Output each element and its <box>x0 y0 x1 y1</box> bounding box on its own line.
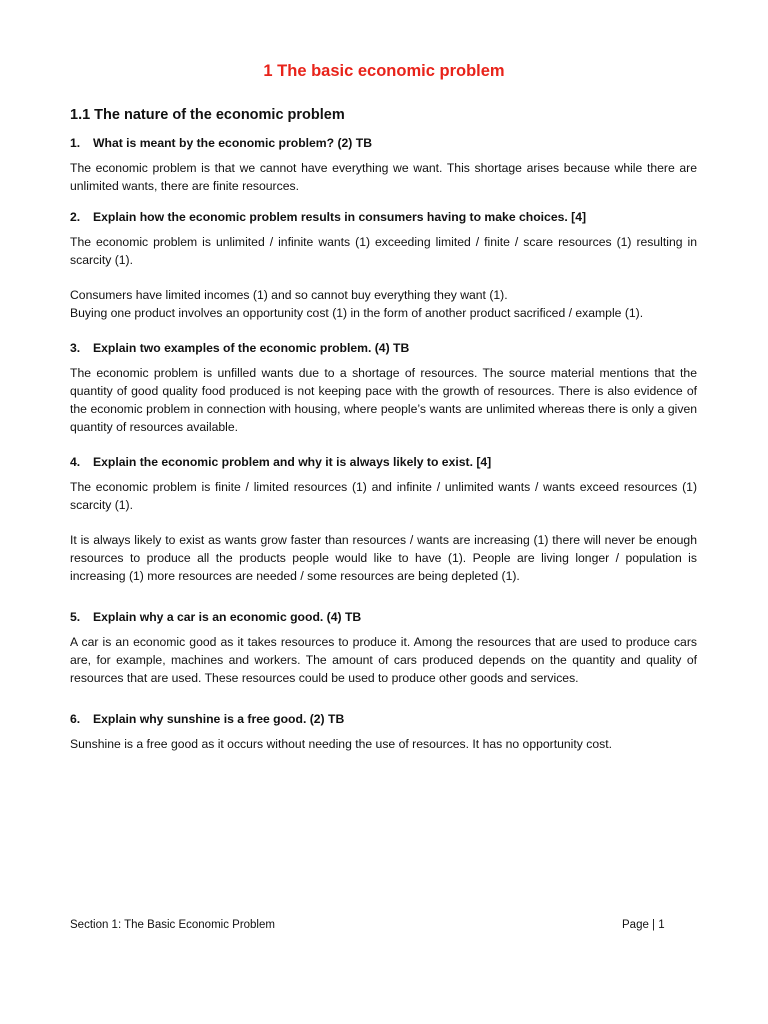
answer-paragraph: The economic problem is that we cannot have everything we want. This shortage arises because while there are unlimited wants, there are finite resources. <box>70 161 697 193</box>
question-text: Explain how the economic problem results in consumers having to make choices. [4] <box>93 210 587 224</box>
question-4 <box>70 454 697 471</box>
question-text: Explain why sunshine is a free good. (2) TB <box>93 712 345 726</box>
question-block-3 <box>70 340 697 436</box>
question-text: What is meant by the economic problem? (2) TB <box>93 136 372 150</box>
answer-paragraph: The economic problem is finite / limited resources (1) and infinite / unlimited wants / wants exceed resources (1) scarcity (1). <box>70 480 697 512</box>
section-heading: 1.1 The nature of the economic problem <box>70 107 345 123</box>
question-3 <box>70 340 697 357</box>
question-number: 5. <box>70 610 81 624</box>
qa-content <box>70 135 697 753</box>
question-number: 1. <box>70 136 81 150</box>
answer-paragraph: The economic problem is unlimited / infinite wants (1) exceeding limited / finite / scare resources (1) resulting in scarcity (1). <box>70 235 697 267</box>
question-number: 6. <box>70 712 81 726</box>
footer-section-label: Section 1: The Basic Economic Problem <box>70 919 275 931</box>
question-number: 3. <box>70 341 81 355</box>
answer-paragraph: It is always likely to exist as wants grow faster than resources / wants are increasing (1) there will never be enough resources to produce all the products people would like to have (1). People are living longer / population is increasing (1) more resources are needed / some resources are being depleted (1). <box>70 533 697 583</box>
answer-paragraph: Consumers have limited incomes (1) and so cannot buy everything they want (1). <box>70 288 508 302</box>
question-block-5 <box>70 609 697 687</box>
answer-paragraph: The economic problem is unfilled wants due to a shortage of resources. The source material mentions that the quantity of good quality food produced is not keeping pace with the growth of resources. There is also evidence of the economic problem in connection with housing, where people’s wants are unlimited whereas there is only a given quantity of resources available. <box>70 366 697 434</box>
question-6 <box>70 711 697 728</box>
question-number: 2. <box>70 210 81 224</box>
footer-page-number: Page | 1 <box>622 919 665 931</box>
question-1 <box>70 135 697 152</box>
answer-paragraph: Buying one product involves an opportunity cost (1) in the form of another product sacrificed / example (1). <box>70 306 644 320</box>
question-text: Explain two examples of the economic problem. (4) TB <box>93 341 410 355</box>
question-block-2 <box>70 209 697 322</box>
question-text: Explain the economic problem and why it is always likely to exist. [4] <box>93 455 492 469</box>
answer-paragraph: Sunshine is a free good as it occurs without needing the use of resources. It has no opportunity cost. <box>70 737 612 751</box>
question-2 <box>70 209 697 226</box>
question-number: 4. <box>70 455 81 469</box>
question-block-1 <box>70 135 697 195</box>
page-title: 1 The basic economic problem <box>263 62 505 80</box>
question-block-6 <box>70 711 697 753</box>
question-5 <box>70 609 697 626</box>
question-text: Explain why a car is an economic good. (4) TB <box>93 610 362 624</box>
question-block-4 <box>70 454 697 585</box>
answer-paragraph: A car is an economic good as it takes resources to produce it. Among the resources that are used to produce cars are, for example, machines and workers. The amount of cars produced depends on the quantity and quality of resources that are used. These resources could be used to produce other goods and services. <box>70 635 697 685</box>
